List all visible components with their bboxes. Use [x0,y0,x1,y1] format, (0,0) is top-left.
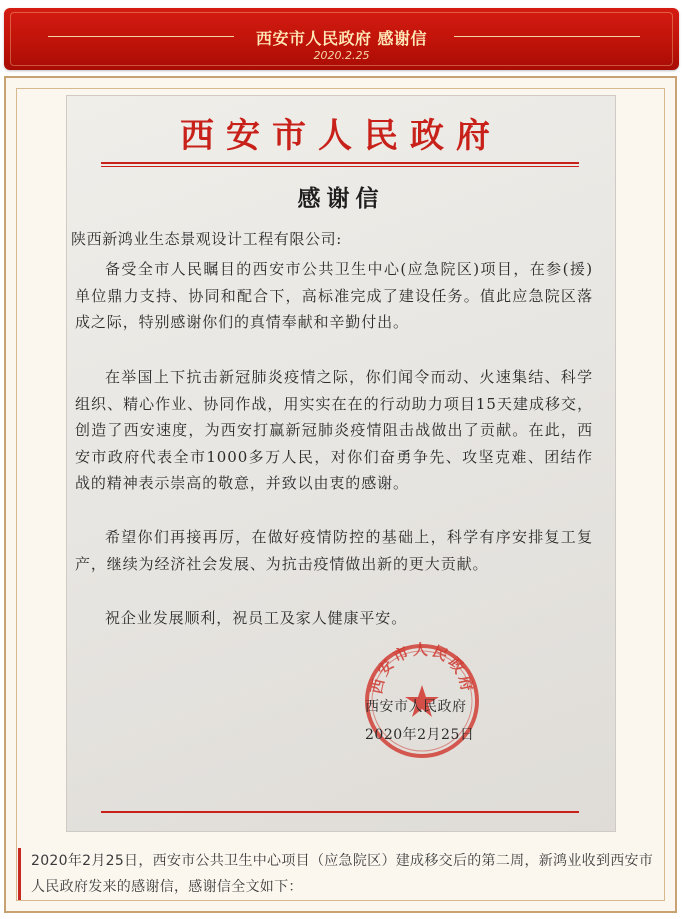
letter-paragraph-3: 希望你们再接再厉，在做好疫情防控的基础上，科学有序安排复工复产，继续为经济社会发展、为抗击疫情做出新的更大贡献。 [75,528,593,573]
photo-caption: 2020年2月25日，西安市公共卫生中心项目（应急院区）建成移交后的第二周，新鸿业收到西安市人民政府发来的感谢信，感谢信全文如下： [18,848,664,900]
letterhead-title: 西安市人民政府 [180,116,502,156]
letterhead-rule-thin [101,166,579,167]
letter-photo [67,96,615,831]
letter-addressee: 陕西新鸿业生态景观设计工程有限公司: [71,230,342,248]
banner-title: 西安市人民政府 感谢信 [255,29,428,48]
svg-text:西安市人民政府: 西安市人民政府 [367,641,477,696]
letter-title: 感谢信 [297,185,385,212]
letter-paragraph-2: 在举国上下抗击新冠肺炎疫情之际，你们闻令而动、火速集结、科学组织、精心作业、协同作战，用实实在在的行动助力项目15天建成移交，创造了西安速度，为西安打赢新冠肺炎疫情阻击战做出了贡献。在此，西安市政府代表全市1000多万人民，对你们奋勇争先、攻坚克难、团结作战的精神表示崇高的敬意，并致以由衷的感谢。 [75,368,593,492]
letter-bottom-rule [101,811,579,813]
letter-paragraph-1: 备受全市人民瞩目的西安市公共卫生中心(应急院区)项目，在参(援)单位鼎力支持、协同和配合下，高标准完成了建设任务。值此应急院区落成之际，特别感谢你们的真情奉献和辛勤付出。 [75,260,593,331]
letter-signature: 西安市人民政府 [365,699,467,715]
letter-paragraph-4: 祝企业发展顺利，祝员工及家人健康平安。 [105,609,408,627]
letter-date: 2020年2月25日 [365,727,475,743]
letterhead-rule [101,162,579,164]
header-banner [4,8,679,70]
banner-date: 2020.2.25 [313,49,370,62]
